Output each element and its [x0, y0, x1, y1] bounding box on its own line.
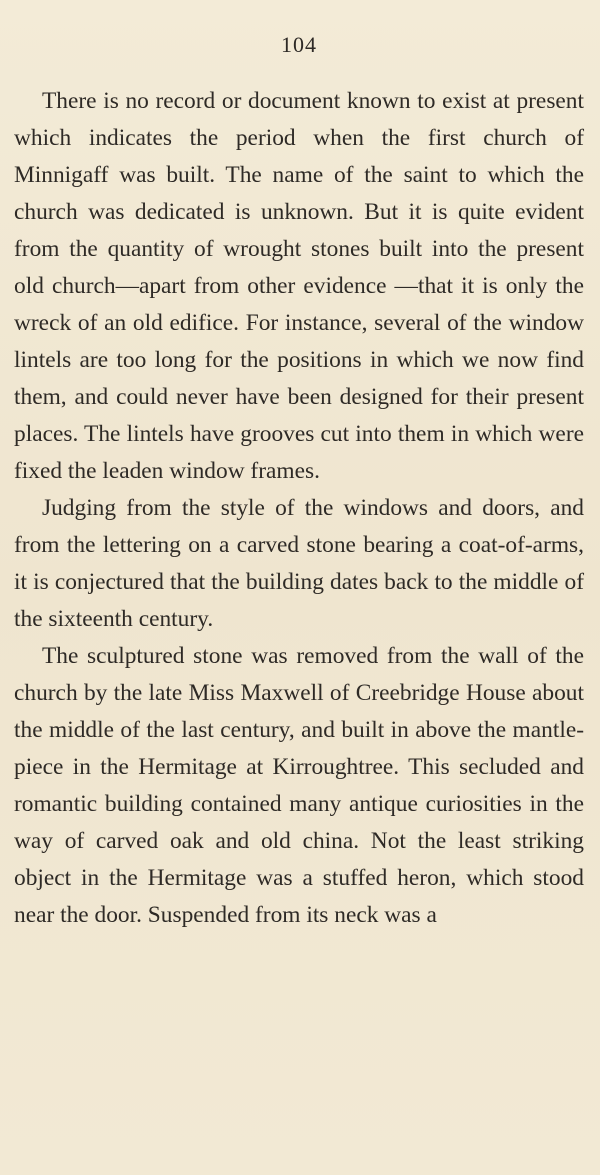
paragraph-church-origin: There is no record or document known to exist at present which indicates the period when the first church of Minnigaff was built. The name of the saint to which the church was dedicated is unknown. But it is quite evident from the quantity of wrought stones built into the present old church—apart from other evidence —that it is only the wreck of an old edifice. For instance, several of the window lintels are too long for the positions in which we now find them, and could never have been designed for their present places. The lintels have grooves cut into them in which were fixed the leaden window frames. — [14, 88, 584, 484]
paragraph-building-date: Judging from the style of the windows and doors, and from the lettering on a carved stone bearing a coat-of-arms, it is conjectured that the building dates back to the middle of the sixteenth century. — [14, 495, 584, 632]
page-number: 104 — [281, 32, 317, 57]
paragraph-sculptured-stone: The sculptured stone was removed from the wall of the church by the late Miss Maxwell of Creebridge House about the middle of the last century, and built in above the mantle-piece in the Hermitage at Kirroughtree. This secluded and romantic building contained many antique curiosities in the way of carved oak and old china. Not the least striking object in the Hermitage was a stuffed heron, which stood near the door. Suspended from its neck was a — [14, 643, 584, 928]
